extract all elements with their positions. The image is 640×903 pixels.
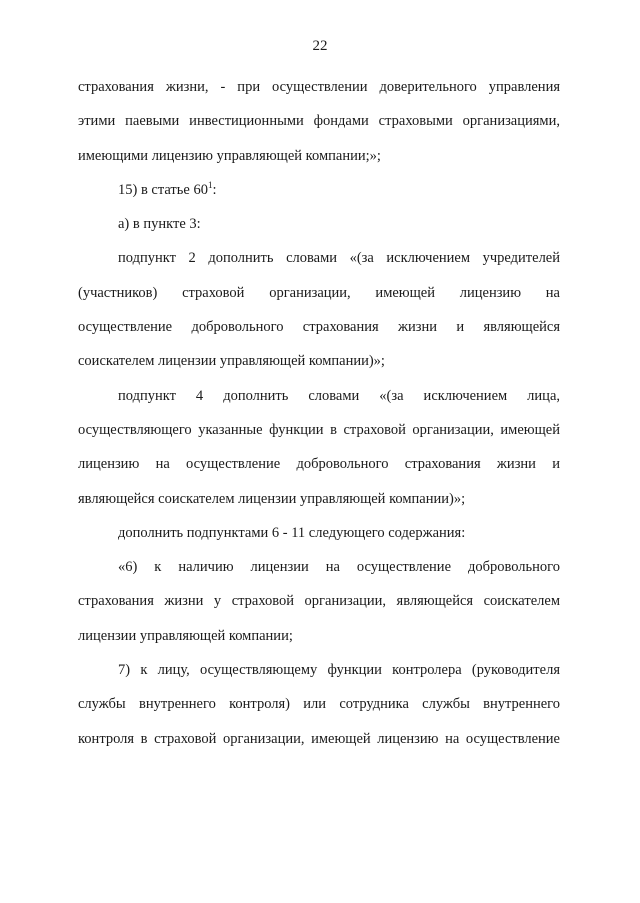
paragraph-subpoint-7 — [78, 653, 560, 756]
text-line: а) в пункте 3: — [118, 216, 201, 233]
document-body — [78, 70, 560, 756]
text-line — [78, 173, 560, 207]
text-line: подпункт 4 дополнить словами «(за исключением лица, — [118, 387, 560, 404]
text-line: «6) к наличию лицензии на осуществление добровольного — [118, 559, 560, 576]
item-15-text: 15) в статье 60 — [118, 181, 208, 198]
text-line: страхования жизни у страховой организации, являющейся соискателем — [78, 593, 560, 610]
paragraph-subitem-a — [78, 207, 560, 241]
text-line: являющейся соискателем лицензии управляющей компании)»; — [78, 490, 466, 507]
paragraph-subpoint-4 — [78, 379, 560, 516]
paragraph-subpoint-6 — [78, 550, 560, 653]
text-line: лицензию на осуществление добровольного страхования жизни и — [78, 456, 560, 473]
text-line: этими паевыми инвестиционными фондами страховыми организациями, — [78, 113, 560, 130]
paragraph-add-subpoints — [78, 516, 560, 550]
text-line: лицензии управляющей компании; — [78, 627, 293, 644]
text-line: службы внутреннего контроля) или сотрудника службы внутреннего — [78, 696, 560, 713]
text-line: соискателем лицензии управляющей компании)»; — [78, 353, 385, 370]
text-line: дополнить подпунктами 6 - 11 следующего содержания: — [118, 524, 466, 541]
text-line: осуществление добровольного страхования жизни и являющейся — [78, 319, 560, 336]
item-15-colon: : — [212, 181, 217, 198]
text-line: контроля в страховой организации, имеющей лицензию на осуществление — [78, 730, 560, 747]
text-line: (участников) страховой организации, имеющей лицензию на — [78, 284, 560, 301]
paragraph-subpoint-2 — [78, 241, 560, 378]
paragraph-continuation — [78, 70, 560, 173]
text-line: 7) к лицу, осуществляющему функции контролера (руководителя — [118, 662, 560, 679]
paragraph-item-15 — [78, 173, 560, 207]
text-line: страхования жизни, - при осуществлении доверительного управления — [78, 79, 560, 95]
text-line: подпункт 2 дополнить словами «(за исключением учредителей — [118, 250, 560, 267]
text-line: осуществляющего указанные функции в страховой организации, имеющей — [78, 421, 560, 438]
text-line: имеющими лицензию управляющей компании;»; — [78, 147, 381, 164]
superscript: 1 — [207, 180, 213, 191]
page-number: 22 — [312, 38, 328, 54]
